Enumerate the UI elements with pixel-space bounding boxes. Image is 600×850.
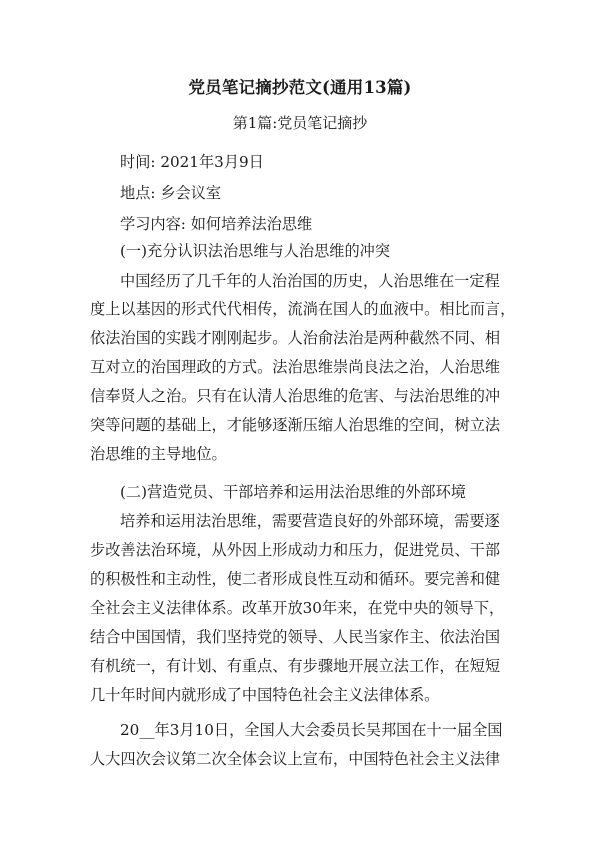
- paragraph-line: 治思维的主导地位。: [90, 445, 227, 463]
- paragraph-line: 有机统一，有计划、有重点、有步骤地开展立法工作，在短短: [90, 657, 501, 675]
- paragraph-line: 20__年3月10日，全国人大会委员长吴邦国在十一届全国: [120, 721, 503, 739]
- paragraph-line: 人大四次会议第二次全体会议上宣布，中国特色社会主义法律: [90, 750, 501, 768]
- paragraph-line: 依法治国的实践才刚刚起步。人治俞法治是两种截然不同、相: [90, 329, 501, 347]
- paragraph-line: 信奉贤人之治。只有在认清人治思维的危害、与法治思维的冲: [90, 387, 501, 405]
- meta-topic: 学习内容: 如何培养法治思维: [120, 215, 313, 233]
- paragraph-line: 结合中国国情，我们坚持党的领导、人民当家作主、依法治国: [90, 628, 501, 646]
- paragraph-line: 步改善法治环境，从外因上形成动力和压力，促进党员、干部: [90, 541, 501, 559]
- meta-time: 时间: 2021年3月9日: [120, 153, 264, 171]
- section-heading-1: (一)充分认识法治思维与人治思维的冲突: [120, 242, 391, 260]
- paragraph-line: 中国经历了几千年的人治治国的历史，人治思维在一定程: [120, 272, 500, 290]
- paragraph-line: 的积极性和主动性，使二者形成良性互动和循环。要完善和健: [90, 570, 501, 588]
- paragraph-line: 互对立的治国理政的方式。法治思维崇尚良法之治，人治思维: [90, 358, 501, 376]
- paragraph-line: 培养和运用法治思维，需要营造良好的外部环境，需要逐: [120, 512, 500, 530]
- meta-place: 地点: 乡会议室: [120, 184, 222, 202]
- paragraph-line: 几十年时间内就形成了中国特色社会主义法律体系。: [90, 686, 440, 704]
- document-subtitle: 第1篇:党员笔记摘抄: [232, 114, 368, 132]
- paragraph-line: 突等问题的基础上，才能够逐渐压缩人治思维的空间，树立法: [90, 416, 501, 434]
- section-heading-2: (二)营造党员、干部培养和运用法治思维的外部环境: [120, 483, 466, 501]
- paragraph-line: 全社会主义法律体系。改革开放30年来，在党中央的领导下，: [90, 599, 505, 617]
- document-title: 党员笔记摘抄范文(通用13篇): [188, 78, 412, 97]
- paragraph-line: 度上以基因的形式代代相传，流淌在国人的血液中。相比而言，: [90, 300, 516, 318]
